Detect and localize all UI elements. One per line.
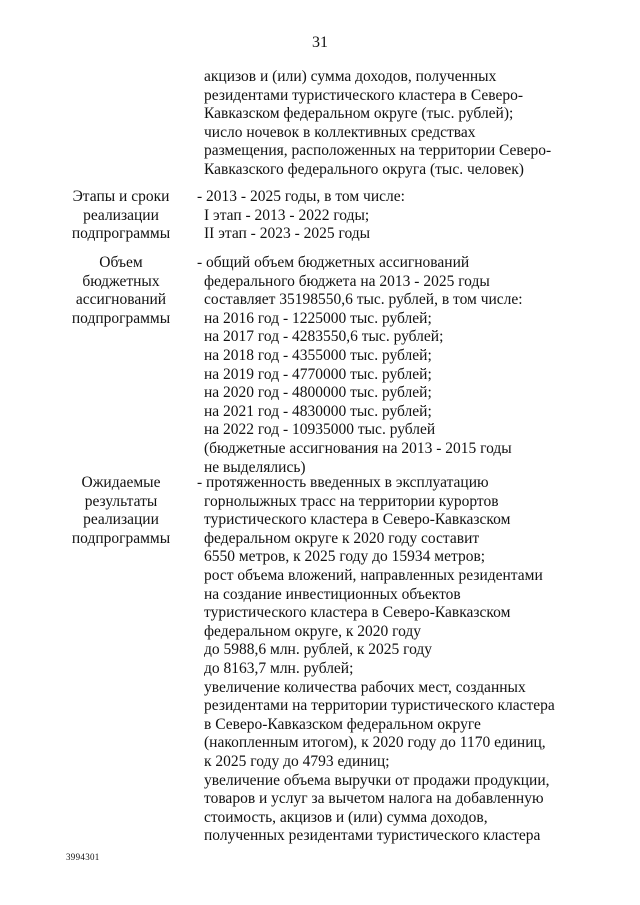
text-line: до 5988,6 млн. рублей, к 2025 году [204,641,433,659]
text-line: на создание инвестиционных объектов [204,585,461,603]
continuation-text [197,68,597,180]
text-line: стоимость, акцизов и (или) сумма доходов, [204,808,488,826]
text-line: горнолыжных трасс на территории курортов [204,492,499,510]
text-line: (накопленным итогом), к 2020 году до 1170 единиц, [204,734,546,752]
text-line: федерального бюджета на 2013 - 2025 годы [204,272,490,290]
text-line: на 2021 год - 4830000 тыс. рублей; [204,402,432,420]
document-code: 3994301 [66,852,100,862]
text-line: II этап - 2023 - 2025 годы [204,225,371,243]
text-line: не выделялись) [204,458,306,476]
page-number: 31 [312,34,328,51]
text-line: на 2017 год - 4283550,6 тыс. рублей; [204,328,444,346]
text-line: размещения, расположенных на территории Северо- [204,142,552,160]
text-line: - протяженность введенных в эксплуатацию [197,474,489,491]
section-content [197,188,597,244]
text-line: на 2019 год - 4770000 тыс. рублей; [204,365,432,383]
text-line: (бюджетные ассигнования на 2013 - 2015 годы [204,439,512,457]
text-line: рост объема вложений, направленных резидентами [204,566,543,584]
text-line: федеральном округе, к 2020 году [204,622,422,640]
label-line: бюджетных [82,272,160,290]
section-content [197,474,597,846]
label-line: реализации [83,511,159,529]
label-line: Ожидаемые [81,474,161,491]
text-line: на 2022 год - 10935000 тыс. рублей [204,421,436,439]
text-line: увеличение количества рабочих мест, созданных [204,678,526,696]
text-line: число ночевок в коллективных средствах [204,123,476,141]
text-line: 6550 метров, к 2025 году до 15934 метров; [204,548,486,566]
text-line: - общий объем бюджетных ассигнований [197,254,470,271]
text-line: федеральном округе к 2020 году составит [204,529,480,547]
text-line: полученных резидентами туристического кластера [204,827,541,845]
text-line: - 2013 - 2025 годы, в том числе: [197,188,405,205]
label-line: подпрограммы [71,529,171,547]
text-line: туристического кластера в Северо-Кавказском [204,511,511,529]
label-line: результаты [84,492,158,510]
label-line: ассигнований [75,291,167,309]
text-line: на 2020 год - 4800000 тыс. рублей; [204,384,432,402]
text-line: резидентами туристического кластера в Северо- [204,86,524,104]
text-line: Кавказском федеральном округе (тыс. рублей); [204,105,514,123]
text-line: на 2016 год - 1225000 тыс. рублей; [204,309,432,327]
text-line: туристического кластера в Северо-Кавказском [204,604,511,622]
text-line: I этап - 2013 - 2022 годы; [204,206,370,224]
section-label [60,474,182,548]
label-line: подпрограммы [71,309,171,327]
text-line: Кавказского федерального округа (тыс. человек) [204,160,524,178]
text-line: составляет 35198550,6 тыс. рублей, в том числе: [204,291,523,309]
text-line: акцизов и (или) сумма доходов, полученных [204,68,497,85]
section-label [60,188,182,244]
text-line: в Северо-Кавказском федеральном округе [204,715,481,733]
label-line: подпрограммы [71,225,171,243]
section-content [197,254,597,477]
text-line: на 2018 год - 4355000 тыс. рублей; [204,346,432,364]
text-line: резидентами на территории туристического кластера [204,697,555,715]
text-line: до 8163,7 млн. рублей; [204,659,354,677]
section-label [60,254,182,328]
label-line: реализации [83,206,159,224]
label-line: Объем [99,254,143,271]
text-line: увеличение объема выручки от продажи продукции, [204,771,550,789]
label-line: Этапы и сроки [72,188,170,205]
text-line: товаров и услуг за вычетом налога на добавленную [204,790,544,808]
text-line: к 2025 году до 4793 единиц; [204,752,390,770]
